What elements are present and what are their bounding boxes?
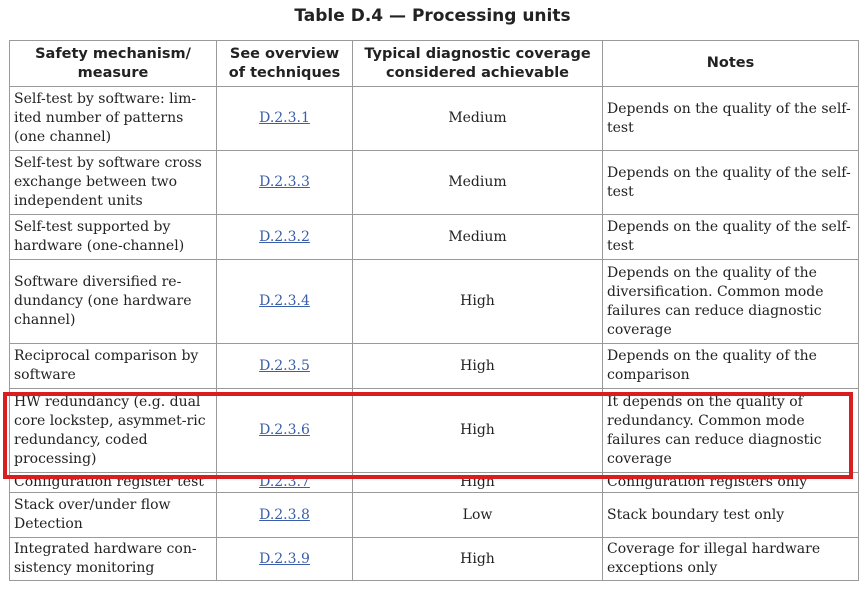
reference-cell [217, 344, 353, 389]
coverage-cell: Low [353, 493, 603, 538]
coverage-cell: Medium [353, 151, 603, 215]
reference-cell [217, 473, 353, 493]
table-row [10, 538, 859, 581]
notes-cell: Depends on the quality of the self-test [603, 151, 859, 215]
coverage-cell: High [353, 538, 603, 581]
mechanism-cell: Software diversified re-dundancy (one hardware channel) [10, 260, 217, 344]
table-row [10, 344, 859, 389]
notes-cell: It depends on the quality of redundancy. Common mode failures can reduce diagnostic coverage [603, 389, 859, 473]
mechanism-cell: Integrated hardware con-sistency monitoring [10, 538, 217, 581]
header-notes: Notes [603, 41, 859, 87]
reference-link[interactable]: D.2.3.1 [259, 110, 310, 126]
table-row [10, 215, 859, 260]
header-overview: See overview of techniques [217, 41, 353, 87]
header-coverage: Typical diagnostic coverage considered achievable [353, 41, 603, 87]
coverage-cell: High [353, 389, 603, 473]
table-title: Table D.4 — Processing units [294, 6, 571, 26]
reference-cell [217, 151, 353, 215]
notes-cell: Coverage for illegal hardware exceptions only [603, 538, 859, 581]
notes-cell: Depends on the quality of the self-test [603, 215, 859, 260]
table-row [10, 389, 859, 473]
reference-link[interactable]: D.2.3.7 [259, 474, 310, 490]
table-row [10, 87, 859, 151]
coverage-cell: Medium [353, 215, 603, 260]
notes-cell: Depends on the quality of the diversification. Common mode failures can reduce diagnostic coverage [603, 260, 859, 344]
reference-link[interactable]: D.2.3.2 [259, 228, 310, 245]
mechanism-cell: Reciprocal comparison by software [10, 344, 217, 389]
reference-link[interactable]: D.2.3.8 [259, 506, 310, 523]
coverage-cell: High [353, 260, 603, 344]
notes-cell: Depends on the quality of the self-test [603, 87, 859, 151]
coverage-cell: High [353, 344, 603, 389]
processing-units-table [9, 40, 859, 581]
reference-link[interactable]: D.2.3.5 [259, 357, 310, 374]
reference-cell [217, 389, 353, 473]
notes-cell: Depends on the quality of the comparison [603, 344, 859, 389]
reference-cell [217, 260, 353, 344]
reference-cell [217, 493, 353, 538]
table-row [10, 493, 859, 538]
mechanism-cell: HW redundancy (e.g. dual core lockstep, asymmet-ric redundancy, coded processing) [10, 389, 217, 473]
header-mechanism: Safety mechanism/ measure [10, 41, 217, 87]
mechanism-cell: Self-test supported by hardware (one-channel) [10, 215, 217, 260]
reference-cell [217, 87, 353, 151]
coverage-cell: Medium [353, 87, 603, 151]
notes-cell: Stack boundary test only [603, 493, 859, 538]
reference-cell [217, 538, 353, 581]
table-row [10, 151, 859, 215]
mechanism-cell: Configuration register test [10, 473, 217, 493]
coverage-cell: High [353, 473, 603, 493]
reference-link[interactable]: D.2.3.4 [259, 293, 310, 309]
mechanism-cell: Stack over/under flow Detection [10, 493, 217, 538]
mechanism-cell: Self-test by software: lim-ited number of patterns (one channel) [10, 87, 217, 151]
reference-link[interactable]: D.2.3.3 [259, 174, 310, 190]
reference-cell [217, 215, 353, 260]
table-row [10, 260, 859, 344]
reference-link[interactable]: D.2.3.9 [259, 550, 310, 567]
reference-link[interactable]: D.2.3.6 [259, 422, 310, 438]
notes-cell: Configuration registers only [603, 473, 859, 493]
mechanism-cell: Self-test by software cross exchange between two independent units [10, 151, 217, 215]
table-row [10, 473, 859, 493]
